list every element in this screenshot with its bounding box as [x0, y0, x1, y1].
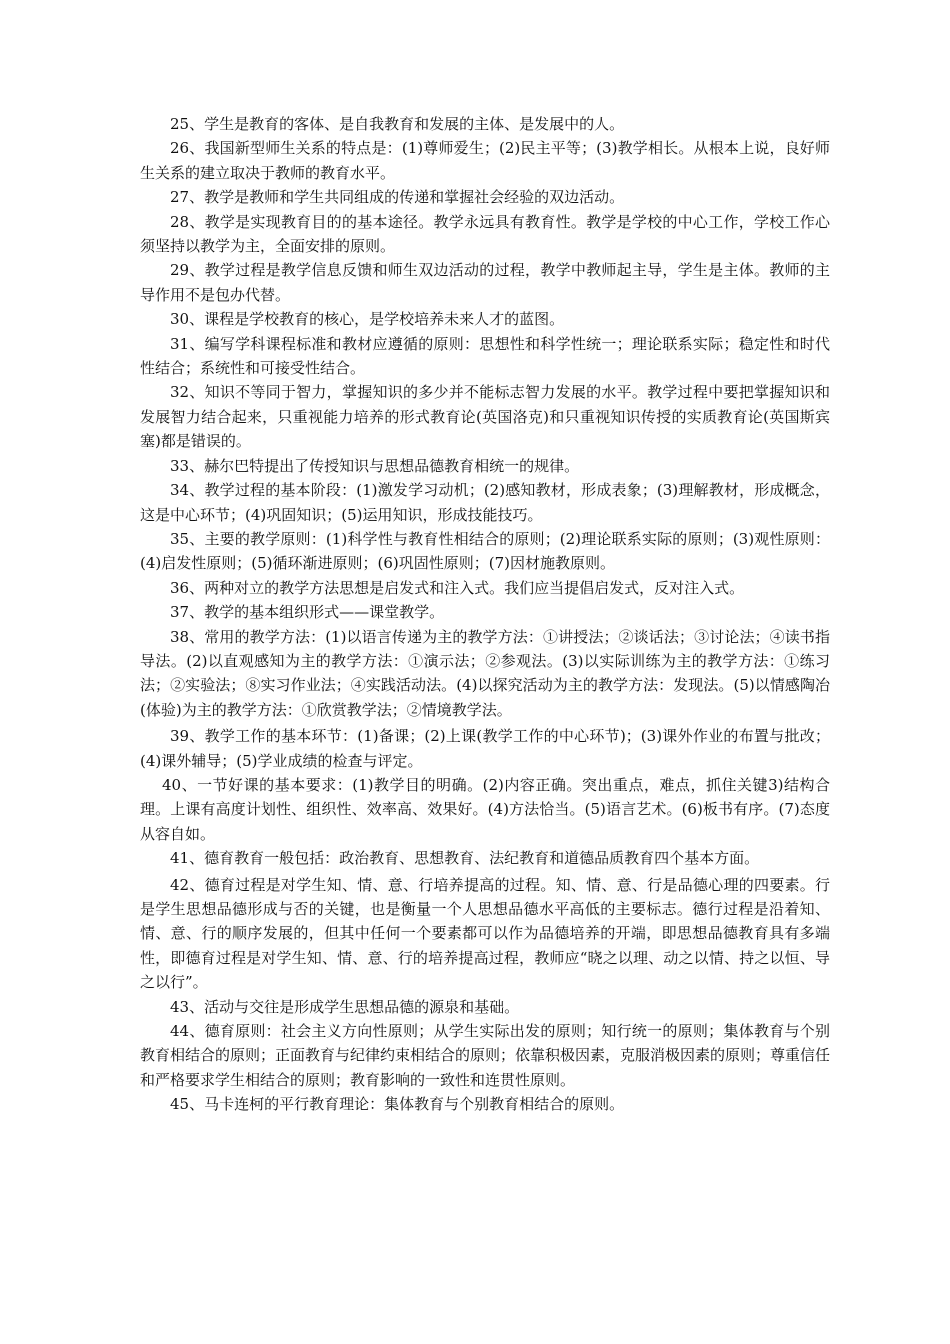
paragraph-30: 30、课程是学校教育的核心，是学校培养未来人才的蓝图。	[170, 310, 565, 329]
paragraph-26: 26、我国新型师生关系的特点是：(1)尊师爱生；(2)民主平等；(3)教学相长。从根本上说，良好师生关系的建立取决于教师的教育水平。	[140, 139, 830, 182]
paragraph-43: 43、活动与交往是形成学生思想品德的源泉和基础。	[170, 997, 520, 1016]
paragraph-34: 34、教学过程的基本阶段：(1)激发学习动机；(2)感知教材，形成表象；(3)理解教材，形成概念，这是中心环节；(4)巩固知识；(5)运用知识，形成技能技巧。	[140, 481, 830, 524]
paragraph-35: 35、主要的教学原则：(1)科学性与教育性相结合的原则；(2)理论联系实际的原则；(3)观性原则：(4)启发性原则；(5)循环渐进原则；(6)巩固性原则；(7)因材施教原则。	[140, 529, 830, 573]
paragraph-39: 39、教学工作的基本环节：(1)备课；(2)上课(教学工作的中心环节)；(3)课外作业的布置与批改；(4)课外辅导；(5)学业成绩的检查与评定。	[140, 727, 830, 770]
paragraph-32: 32、知识不等同于智力，掌握知识的多少并不能标志智力发展的水平。教学过程中要把掌握知识和发展智力结合起来，只重视能力培养的形式教育论(英国洛克)和只重视知识传授的实质教育论(英国斯宾塞)都是错误的。	[140, 383, 830, 451]
paragraph-25: 25、学生是教育的客体、是自我教育和发展的主体、是发展中的人。	[170, 115, 625, 133]
paragraph-31: 31、编写学科课程标准和教材应遵循的原则：思想性和科学性统一；理论联系实际；稳定性和时代性结合；系统性和可接受性结合。	[140, 334, 830, 378]
paragraph-37: 37、教学的基本组织形式——课堂教学。	[170, 603, 445, 622]
paragraph-29: 29、教学过程是教学信息反馈和师生双边活动的过程，教学中教师起主导，学生是主体。教师的主导作用不是包办代替。	[140, 261, 830, 304]
paragraph-40: 40、一节好课的基本要求：(1)教学目的明确。(2)内容正确。突出重点，难点，抓住关键3)结构合理。上课有高度计划性、组织性、效率高、效果好。(4)方法恰当。(5)语言艺术。(6)板书有序。(7)态度从容自如。	[140, 775, 830, 843]
paragraph-41: 41、德育教育一般包括：政治教育、思想教育、法纪教育和道德品质教育四个基本方面。	[170, 849, 760, 868]
paragraph-33: 33、赫尔巴特提出了传授知识与思想品德教育相统一的规律。	[170, 456, 580, 475]
paragraph-45: 45、马卡连柯的平行教育理论：集体教育与个别教育相结合的原则。	[170, 1095, 625, 1114]
paragraph-36: 36、两种对立的教学方法思想是启发式和注入式。我们应当提倡启发式，反对注入式。	[170, 578, 745, 597]
paragraph-38: 38、常用的教学方法：(1)以语言传递为主的教学方法：①讲授法；②谈话法；③讨论法；④读书指导法。(2)以直观感知为主的教学方法：①演示法；②参观法。(3)以实际训练为主的教学方法：①练习法；②实验法；⑧实习作业法；④实践活动法。(4)以探究活动为主的教学方法：发现法。(5)以情感陶冶(体验)为主的教学方法：①欣赏教学法；②情境教学法。	[140, 627, 830, 719]
paragraph-27: 27、教学是教师和学生共同组成的传递和掌握社会经验的双边活动。	[170, 188, 625, 207]
paragraph-44: 44、德育原则：社会主义方向性原则；从学生实际出发的原则；知行统一的原则；集体教育与个别教育相结合的原则；正面教育与纪律约束相结合的原则；依靠积极因素，克服消极因素的原则；尊重信任和严格要求学生相结合的原则；教育影响的一致性和连贯性原则。	[140, 1022, 831, 1089]
paragraph-28: 28、教学是实现教育目的的基本途径。教学永远具有教育性。教学是学校的中心工作，学校工作心须坚持以教学为主，全面安排的原则。	[140, 212, 830, 256]
paragraph-42: 42、德育过程是对学生知、情、意、行培养提高的过程。知、情、意、行是品德心理的四要素。行是学生思想品德形成与否的关键，也是衡量一个人思想品德水平高低的主要标志。德行过程是沿着知、情、意、行的顺序发展的，但其中任何一个要素都可以作为品德培养的开端，即思想品德教育具有多端性，即德育过程是对学生知、情、意、行的培养提高过程，教师应“晓之以理、动之以情、持之以恒、导之以行”。	[140, 875, 830, 992]
document-page	[140, 112, 830, 1117]
